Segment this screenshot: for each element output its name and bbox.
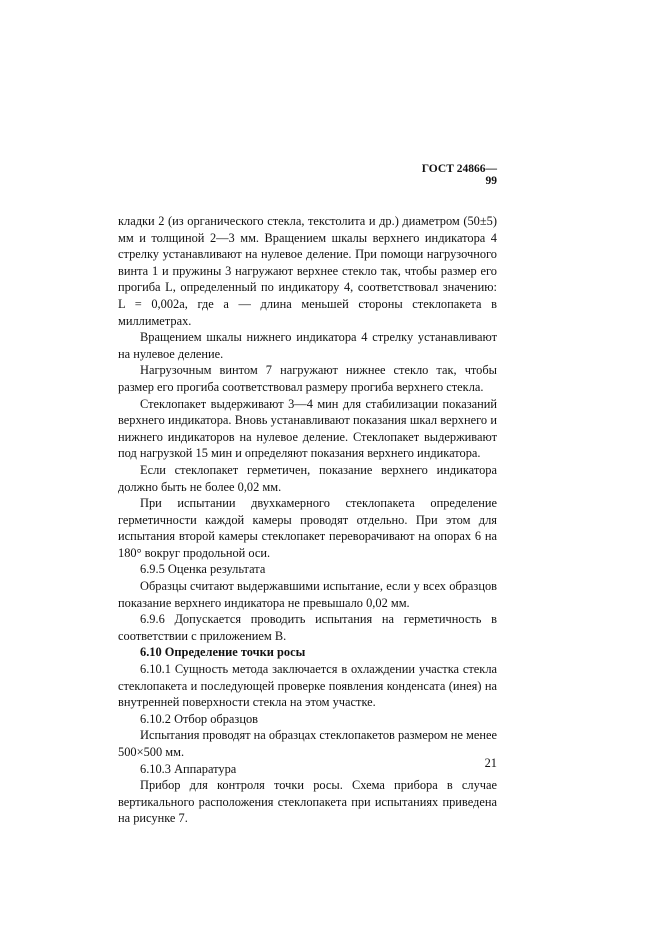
paragraph-hold-time: Стеклопакет выдерживают 3—4 мин для стабилизации показаний верхнего индикатора. Вновь устанавливают показания шкал верхнего и нижнего индикаторов на нулевое деление. Стеклопакет выдерживают под нагрузкой 15 мин и определяют показания верхнего индикатора. bbox=[118, 396, 497, 461]
paragraph-6-9-6: 6.9.6 Допускается проводить испытания на герметичность в соответствии с приложением В. bbox=[118, 612, 497, 643]
paragraph-continuation: кладки 2 (из органического стекла, текстолита и др.) диаметром (50±5) мм и толщиной 2—3 мм. Вращением шкалы верхнего индикатора 4 стрелку устанавливают на нулевое деление. При помощи нагрузочного винта 1 и пружины 3 нагружают верхнее стекло так, чтобы размер его прогиба L, определенный по индикатору 4, соответствовал значению: L = 0,002a, где a — длина меньшей стороны стеклопакета в миллиметрах. bbox=[118, 214, 497, 328]
paragraph-apparatus: Прибор для контроля точки росы. Схема прибора в случае вертикального расположения стеклопакета при испытаниях приведена на рисунке 7. bbox=[118, 778, 497, 826]
body-text bbox=[118, 213, 497, 827]
paragraph-6-10-1: 6.10.1 Сущность метода заключается в охлаждении участка стекла стеклопакета и последующей проверке появления конденсата (инея) на внутренней поверхности стекла на этом участке. bbox=[118, 662, 497, 710]
section-heading-6-9-5: 6.9.5 Оценка результата bbox=[140, 562, 266, 577]
paragraph-result-assessment: Образцы считают выдержавшими испытание, если у всех образцов показание верхнего индикатора не превышало 0,02 мм. bbox=[118, 579, 497, 610]
paragraph-samples: Испытания проводят на образцах стеклопакетов размером не менее 500×500 мм. bbox=[118, 728, 498, 759]
paragraph-double-chamber: При испытании двухкамерного стеклопакета определение герметичности каждой камеры проводят отдельно. При этом для испытания второй камеры стеклопакет переворачивают на опорах 6 на 180° вокруг продольной оси. bbox=[118, 496, 497, 560]
section-heading-6-10-2: 6.10.2 Отбор образцов bbox=[140, 711, 258, 726]
section-heading-6-10-3: 6.10.3 Аппаратура bbox=[140, 761, 237, 776]
paragraph-lower-indicator: Вращением шкалы нижнего индикатора 4 стрелку устанавливают на нулевое деление. bbox=[118, 330, 497, 361]
paragraph-hermetic-criterion: Если стеклопакет герметичен, показание верхнего индикатора должно быть не более 0,02 мм. bbox=[118, 462, 497, 494]
page-number: 21 bbox=[484, 756, 497, 770]
document-code-header: ГОСТ 24866—99 bbox=[421, 163, 497, 187]
section-heading-6-10: 6.10 Определение точки росы bbox=[140, 645, 306, 660]
paragraph-load-screw: Нагрузочным винтом 7 нагружают нижнее стекло так, чтобы размер его прогиба соответствовал размеру прогиба верхнего стекла. bbox=[118, 363, 497, 394]
